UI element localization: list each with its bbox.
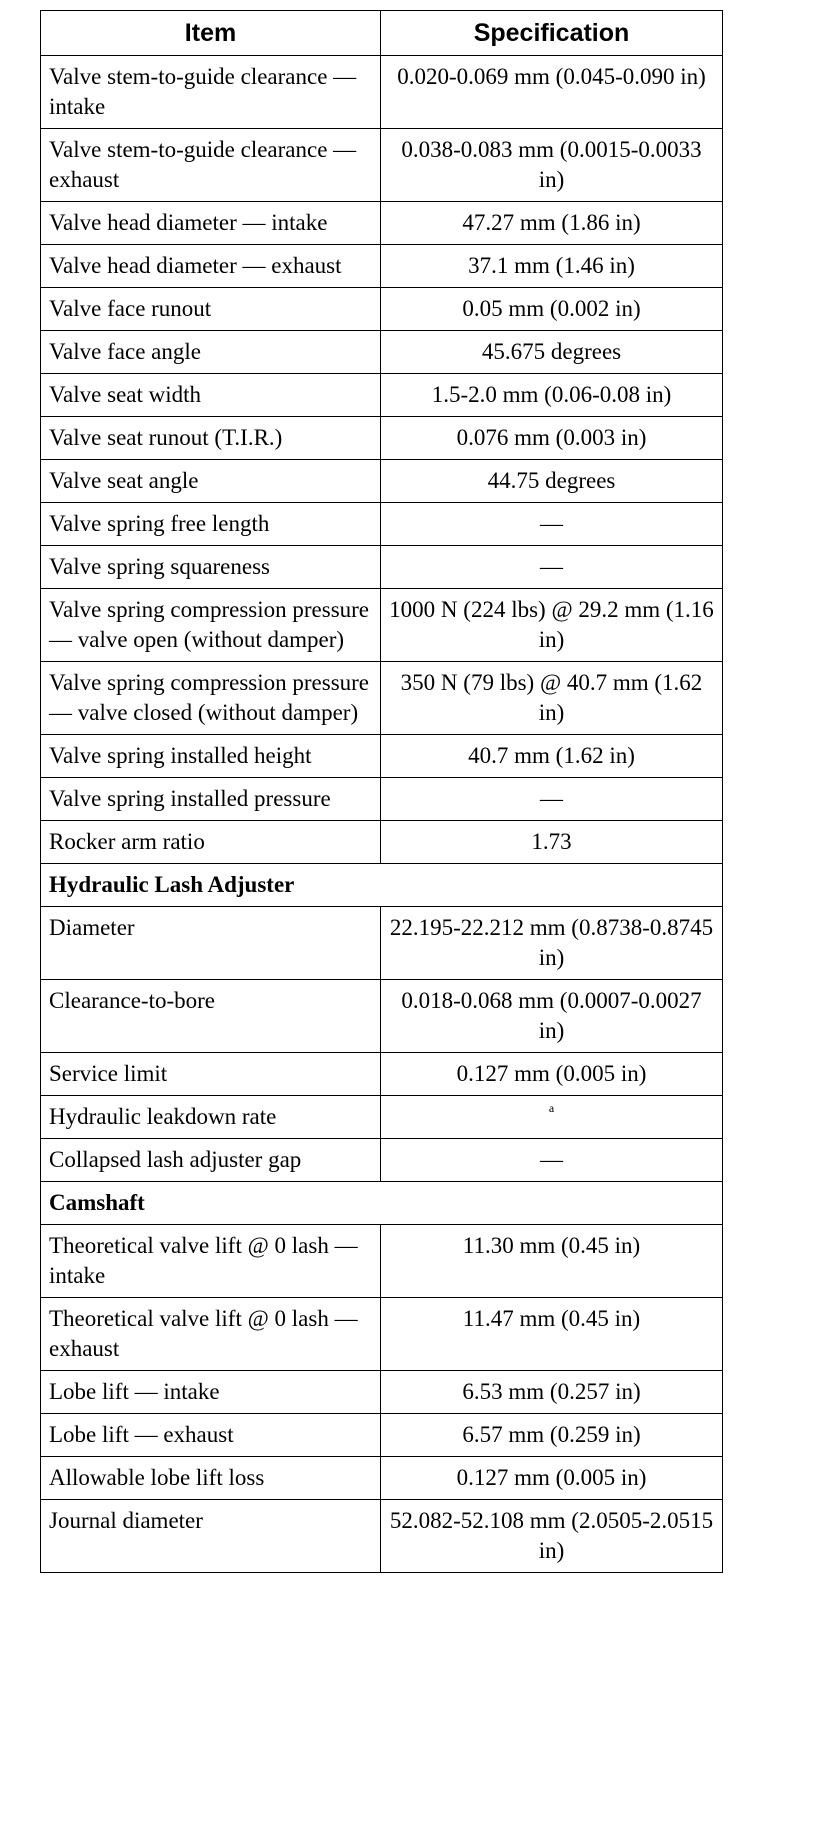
table-row bbox=[41, 288, 723, 331]
item-cell: Valve stem-to-guide clearance — exhaust bbox=[41, 129, 381, 202]
item-cell: Diameter bbox=[41, 907, 381, 980]
table-row bbox=[41, 778, 723, 821]
section-row-camshaft bbox=[41, 1182, 723, 1225]
table-row bbox=[41, 589, 723, 662]
table-row bbox=[41, 1096, 723, 1139]
table-row bbox=[41, 1298, 723, 1371]
spec-cell: 44.75 degrees bbox=[381, 460, 723, 503]
item-cell: Valve face angle bbox=[41, 331, 381, 374]
item-cell: Valve spring compression pressure — valve open (without damper) bbox=[41, 589, 381, 662]
item-cell: Allowable lobe lift loss bbox=[41, 1457, 381, 1500]
table-row bbox=[41, 1139, 723, 1182]
item-cell: Valve spring squareness bbox=[41, 546, 381, 589]
table-row bbox=[41, 331, 723, 374]
spec-cell: 0.076 mm (0.003 in) bbox=[381, 417, 723, 460]
spec-cell: 1.5-2.0 mm (0.06-0.08 in) bbox=[381, 374, 723, 417]
item-cell: Valve spring free length bbox=[41, 503, 381, 546]
table-row bbox=[41, 907, 723, 980]
item-cell: Valve spring installed height bbox=[41, 735, 381, 778]
footnote-marker: a bbox=[548, 1101, 555, 1115]
header-specification: Specification bbox=[381, 11, 723, 56]
table-row bbox=[41, 980, 723, 1053]
table-row bbox=[41, 1371, 723, 1414]
spec-cell: — bbox=[381, 503, 723, 546]
spec-cell: 45.675 degrees bbox=[381, 331, 723, 374]
table-row bbox=[41, 1414, 723, 1457]
spec-cell: 6.57 mm (0.259 in) bbox=[381, 1414, 723, 1457]
table-row bbox=[41, 374, 723, 417]
spec-cell: 37.1 mm (1.46 in) bbox=[381, 245, 723, 288]
item-cell: Valve seat runout (T.I.R.) bbox=[41, 417, 381, 460]
spec-cell: 0.038-0.083 mm (0.0015-0.0033 in) bbox=[381, 129, 723, 202]
item-cell: Journal diameter bbox=[41, 1500, 381, 1573]
item-cell: Valve stem-to-guide clearance — intake bbox=[41, 56, 381, 129]
section-heading-camshaft: Camshaft bbox=[41, 1182, 723, 1225]
spec-cell: 22.195-22.212 mm (0.8738-0.8745 in) bbox=[381, 907, 723, 980]
section-heading-lash: Hydraulic Lash Adjuster bbox=[41, 864, 723, 907]
spec-cell: 47.27 mm (1.86 in) bbox=[381, 202, 723, 245]
item-cell: Clearance-to-bore bbox=[41, 980, 381, 1053]
item-cell: Service limit bbox=[41, 1053, 381, 1096]
item-cell: Valve head diameter — intake bbox=[41, 202, 381, 245]
item-cell: Valve face runout bbox=[41, 288, 381, 331]
header-row bbox=[41, 11, 723, 56]
table-row bbox=[41, 1500, 723, 1573]
header-item: Item bbox=[41, 11, 381, 56]
item-cell: Theoretical valve lift @ 0 lash — intake bbox=[41, 1225, 381, 1298]
table-row bbox=[41, 460, 723, 503]
table-row bbox=[41, 202, 723, 245]
item-cell: Lobe lift — intake bbox=[41, 1371, 381, 1414]
table-row bbox=[41, 662, 723, 735]
spec-cell: 0.020-0.069 mm (0.045-0.090 in) bbox=[381, 56, 723, 129]
table-row bbox=[41, 735, 723, 778]
spec-cell: 52.082-52.108 mm (2.0505-2.0515 in) bbox=[381, 1500, 723, 1573]
spec-cell: 0.05 mm (0.002 in) bbox=[381, 288, 723, 331]
item-cell: Valve head diameter — exhaust bbox=[41, 245, 381, 288]
table-row bbox=[41, 1457, 723, 1500]
spec-cell: — bbox=[381, 546, 723, 589]
table-row bbox=[41, 417, 723, 460]
specification-table bbox=[40, 10, 723, 1573]
spec-cell: — bbox=[381, 778, 723, 821]
table-row bbox=[41, 245, 723, 288]
item-cell: Collapsed lash adjuster gap bbox=[41, 1139, 381, 1182]
item-cell: Valve spring compression pressure — valve closed (without damper) bbox=[41, 662, 381, 735]
spec-cell: 6.53 mm (0.257 in) bbox=[381, 1371, 723, 1414]
item-cell: Hydraulic leakdown rate bbox=[41, 1096, 381, 1139]
item-cell: Lobe lift — exhaust bbox=[41, 1414, 381, 1457]
spec-cell: 0.127 mm (0.005 in) bbox=[381, 1457, 723, 1500]
table-row bbox=[41, 821, 723, 864]
spec-cell: 11.47 mm (0.45 in) bbox=[381, 1298, 723, 1371]
spec-cell: 40.7 mm (1.62 in) bbox=[381, 735, 723, 778]
spec-cell bbox=[381, 1096, 723, 1139]
item-cell: Valve seat width bbox=[41, 374, 381, 417]
spec-cell: 11.30 mm (0.45 in) bbox=[381, 1225, 723, 1298]
item-cell: Theoretical valve lift @ 0 lash — exhaust bbox=[41, 1298, 381, 1371]
table-row bbox=[41, 56, 723, 129]
table-row bbox=[41, 1225, 723, 1298]
item-cell: Valve spring installed pressure bbox=[41, 778, 381, 821]
table-row bbox=[41, 503, 723, 546]
spec-cell: 0.018-0.068 mm (0.0007-0.0027 in) bbox=[381, 980, 723, 1053]
spec-cell: 0.127 mm (0.005 in) bbox=[381, 1053, 723, 1096]
item-cell: Rocker arm ratio bbox=[41, 821, 381, 864]
spec-cell: — bbox=[381, 1139, 723, 1182]
table-row bbox=[41, 546, 723, 589]
item-cell: Valve seat angle bbox=[41, 460, 381, 503]
table-row bbox=[41, 129, 723, 202]
table-row bbox=[41, 1053, 723, 1096]
section-row-lash bbox=[41, 864, 723, 907]
spec-cell: 1000 N (224 lbs) @ 29.2 mm (1.16 in) bbox=[381, 589, 723, 662]
spec-cell: 350 N (79 lbs) @ 40.7 mm (1.62 in) bbox=[381, 662, 723, 735]
spec-cell: 1.73 bbox=[381, 821, 723, 864]
